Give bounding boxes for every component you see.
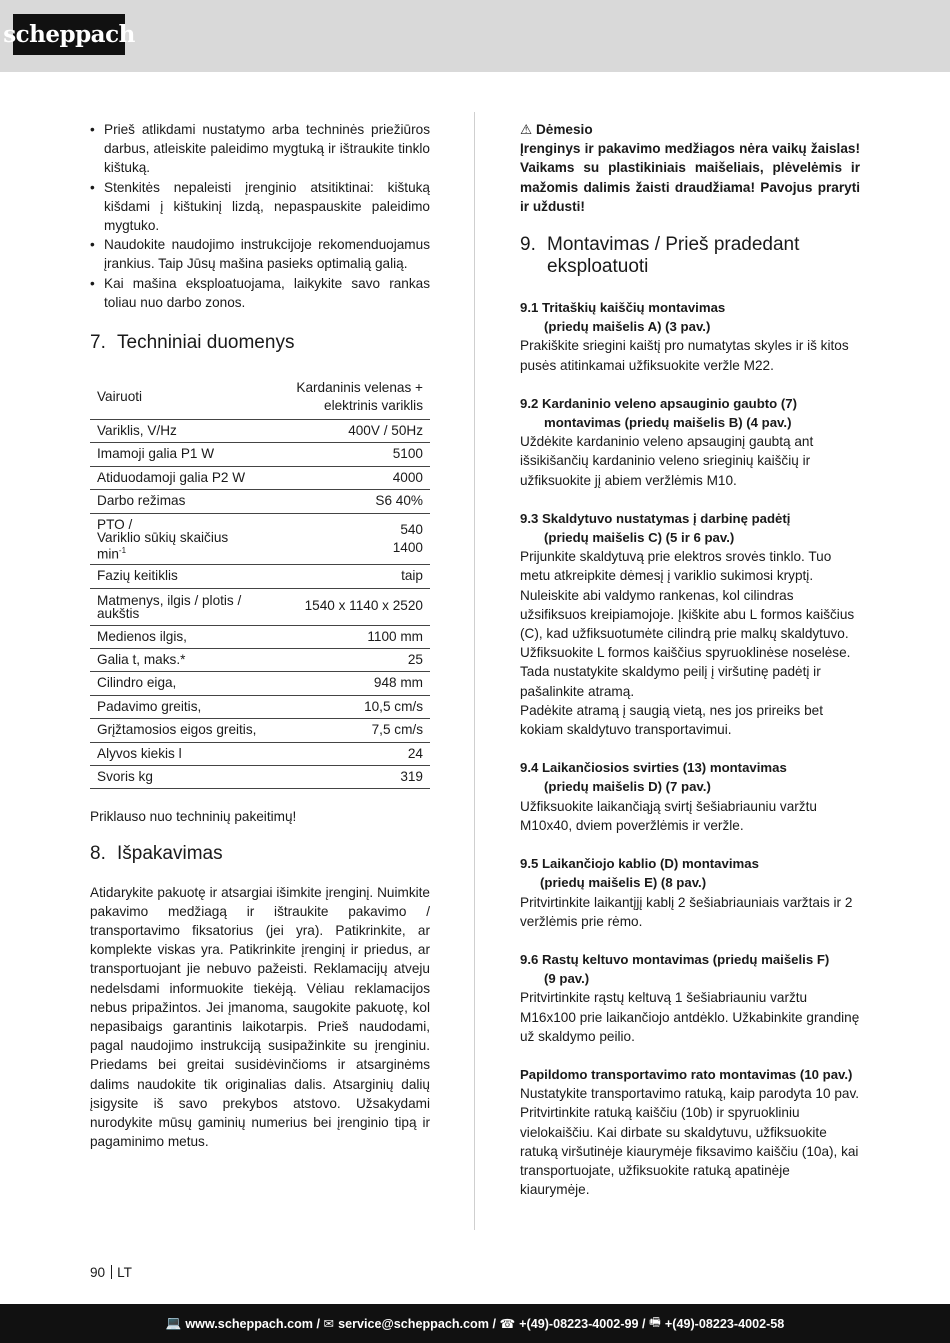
table-key — [90, 588, 278, 625]
table-row — [90, 420, 430, 443]
subsection-text: Užfiksuokite laikančiąją svirtį šešiabriauniu varžtu M10x40, dviem poveržlėmis ir veržle. — [520, 798, 817, 833]
bullet-item: • Naudokite naudojimo instrukcijoje rekomenduojamus įrankius. Taip Jūsų mašina pasieks optimalią galią. — [90, 235, 430, 273]
table-key: Medienos ilgis, — [90, 625, 278, 648]
section-title: Išpakavimas — [117, 842, 223, 864]
subsection-9-1-heading — [520, 298, 860, 336]
footer-email[interactable]: service@scheppach.com / — [338, 1316, 496, 1331]
subsection-9-2-heading — [520, 394, 860, 432]
computer-icon: 💻 — [165, 1316, 182, 1330]
table-key: Vairuoti — [90, 375, 278, 420]
subsection-text: Prakiškite sriegini kaištį pro numatytas skyles ir iš kitos pusės atitinkamai užfiksuokite veržle M22. — [520, 338, 849, 373]
brand-logo: scheppach — [13, 14, 125, 55]
section-9-heading — [520, 234, 860, 278]
footer-fax: +(49)-08223-4002-58 — [664, 1316, 785, 1331]
subsection-text: Uždėkite kardaninio veleno apsauginį gaubtą ant išsikišančių kardaninio veleno srieginių kaiščių ir užfiksuokite jį abiem veržlėmis M10. — [520, 434, 814, 488]
bullet-item: • Stenkitės nepaleisti įrenginio atsitiktinai: kištuką kišdami į kištukinį lizdą, nepaspauskite paleidimo mygtuko. — [90, 178, 430, 236]
page-number-value: 90 — [90, 1265, 106, 1280]
section-number: 8. — [90, 842, 106, 864]
heading-line: (9 pav.) — [544, 971, 590, 987]
key-line: Variklio sūkių skaičius — [97, 529, 229, 545]
section-title: Montavimas / Prieš pradedant — [547, 234, 800, 256]
phone-icon: ☎ — [499, 1317, 516, 1331]
table-value: 1100 mm — [278, 625, 430, 648]
heading-line: (priedų maišelis A) (3 pav.) — [544, 319, 711, 335]
footer-bar — [0, 1304, 950, 1343]
warning-title: Dėmesio — [535, 122, 593, 137]
warning-icon: ⚠ — [520, 122, 533, 137]
heading-line: (priedų maišelis E) (8 pav.) — [540, 875, 707, 891]
fax-icon: 🖷 — [649, 1315, 661, 1329]
left-column — [90, 112, 430, 1151]
table-row — [90, 513, 430, 565]
section-number: 9. — [520, 234, 536, 256]
subsection-text: Pritvirtinkite rąstų keltuvą 1 šešiabriauniu varžtu M16x100 prie laikančiojo antdėklo. Užkabinkite grandinę už skaldymo peilio. — [520, 990, 860, 1044]
subsection-9-3-heading — [520, 509, 860, 547]
table-row — [90, 588, 430, 625]
heading-line: 9.4 Laikančiosios svirties (13) montavimas — [520, 760, 787, 776]
table-row — [90, 466, 430, 489]
table-value: S6 40% — [278, 490, 430, 513]
table-key: Imamoji galia P1 W — [90, 443, 278, 466]
table-key: Atiduodamoji galia P2 W — [90, 466, 278, 489]
heading-line: 9.6 Rastų keltuvo montavimas (priedų maišelis F) — [520, 951, 830, 967]
subsection-9-5-heading — [520, 854, 860, 892]
key-line: PTO / — [97, 516, 133, 532]
table-key: Svoris kg — [90, 766, 278, 789]
footer-website[interactable]: www.scheppach.com / — [185, 1316, 320, 1331]
table-key: Galia t, maks.* — [90, 649, 278, 672]
table-key: Fazių keitiklis — [90, 565, 278, 588]
table-value — [278, 375, 430, 420]
table-value: 319 — [278, 766, 430, 789]
table-key: Variklis, V/Hz — [90, 420, 278, 443]
heading-line: 9.3 Skaldytuvo nustatymas į darbinę padėtį — [520, 510, 791, 526]
table-value: 5100 — [278, 443, 430, 466]
page-number — [90, 1265, 132, 1280]
subsection-transport-wheel-heading: Papildomo transportavimo rato montavimas (10 pav.) — [520, 1066, 853, 1082]
table-value — [278, 513, 430, 565]
value-line: 540 — [400, 521, 423, 537]
table-row — [90, 443, 430, 466]
table-key — [90, 513, 278, 565]
column-divider — [474, 112, 475, 1230]
bullet-item: • Kai mašina eksploatuojama, laikykite savo rankas toliau nuo darbo zonos. — [90, 274, 430, 312]
subsection-text: Prijunkite skaldytuvą prie elektros srovės tinklo. Tuo metu atkreipkite dėmesį į variklio sukimosi kryptį. Nuleiskite abi valdymo rankenas, kol cilindras užsifiksuos kreipiamojoje. Įkiškite abu L formos kaiščius (C), kad užfiksuotumėte cilindrą prie malkų skaldytuvo. Užfiksuokite L formos kaiščius spyruoklinėse noselėse. Tada nustatykite skaldymo peilį į viršutinę padėtį ir pašalinkite atramą. — [520, 549, 855, 699]
table-value: 10,5 cm/s — [278, 695, 430, 718]
mail-icon: ✉ — [323, 1317, 335, 1331]
table-row — [90, 375, 430, 420]
table-value: 400V / 50Hz — [278, 420, 430, 443]
warning-heading — [520, 120, 860, 139]
subsection-9-6-heading — [520, 950, 860, 988]
heading-line: 9.1 Tritaškių kaiščių montavimas — [520, 300, 726, 316]
table-value: 4000 — [278, 466, 430, 489]
footer-phone: +(49)-08223-4002-99 / — [519, 1316, 646, 1331]
unpacking-text: Atidarykite pakuotę ir atsargiai išimkite įrenginį. Nuimkite pakavimo medžiagą ir ištraukite pakavimo / transportavimo fiksatorius (jei yra). Patikrinkite, ar komplekte viskas yra. Patikrinkite įrenginį ir priedus, ar transportuojant jie nebuvo pažeisti. Reklamacijų atveju nedelsdami informuokite tiekėją. Vėliau reklamacijos nebus pripažintos. Jei įmanoma, saugokite pakuotę, kol nepasibaigs garantinis laikotarpis. Prieš naudodami, pagal naudojimo instrukciją susipažinkite su įrenginiu. Priedams bei greitai susidėvinčioms ir atsarginėms dalims naudokite tik originalias dalis. Atsarginių dalių įsigysite iš savo prekybos atstovo. Užsakydami nurodykite mūsų gaminių numerius bei įrenginio tipą ir pagaminimo metus. — [90, 884, 430, 1150]
subsection-text: Padėkite atramą į saugią vietą, nes jos prireiks bet kokiam skaldytuvo transportavimui. — [520, 702, 823, 738]
table-key: Darbo režimas — [90, 490, 278, 513]
bullet-item: • Prieš atlikdami nustatymo arba techninės priežiūros darbus, atleiskite paleidimo mygtuką ir ištraukite tinklo kištuką. — [90, 120, 430, 178]
subsection-9-4-heading — [520, 758, 860, 796]
section-8-heading — [90, 843, 430, 865]
subsection-text: Nustatykite transportavimo ratuką, kaip parodyta 10 pav. Pritvirtinkite ratuką kaiščiu (10b) ir spyruokliniu vielokaiščiu. Kai dirbate su skaldytuvu, užfiksuokite ratuką viršutinėje kiaurymėje fiksavimo kaiščiu (10a), kai transportuojate, užfiksuokite ratuką apatinėje kiaurymėje. — [520, 1086, 860, 1198]
table-key: Padavimo greitis, — [90, 695, 278, 718]
table-value: 7,5 cm/s — [278, 719, 430, 742]
table-row — [90, 565, 430, 588]
table-value: 25 — [278, 649, 430, 672]
heading-line: (priedų maišelis C) (5 ir 6 pav.) — [544, 530, 735, 546]
table-key: Alyvos kiekis l — [90, 742, 278, 765]
table-row — [90, 695, 430, 718]
table-value: 1540 x 1140 x 2520 — [278, 588, 430, 625]
page-number-separator — [111, 1265, 112, 1279]
table-key: Grįžtamosios eigos greitis, — [90, 719, 278, 742]
value-line: elektrinis variklis — [324, 398, 423, 414]
table-key: Cilindro eiga, — [90, 672, 278, 695]
technical-data-table — [90, 375, 430, 789]
section-7-heading — [90, 332, 430, 354]
header-bar — [0, 0, 950, 72]
table-row — [90, 672, 430, 695]
section-title: Techniniai duomenys — [117, 332, 295, 354]
unit-text: min — [97, 546, 119, 562]
table-value: 24 — [278, 742, 430, 765]
section-number: 7. — [90, 332, 106, 354]
language-code: LT — [117, 1265, 132, 1280]
table-row — [90, 719, 430, 742]
key-line: Matmenys, ilgis / plotis / — [97, 592, 242, 608]
table-value: 948 mm — [278, 672, 430, 695]
value-line: Kardaninis velenas + — [296, 379, 423, 395]
unit-superscript: -1 — [118, 545, 127, 555]
table-value: taip — [278, 565, 430, 588]
value-line: 1400 — [392, 539, 423, 555]
warning-text: Įrenginys ir pakavimo medžiagos nėra vaikų žaislas! Vaikams su plastikiniais maišeliais, plėvelėmis ir mažomis dalimis žaisti draudžiama! Pavojus praryti ir uždusti! — [520, 141, 860, 214]
heading-line: 9.5 Laikančiojo kablio (D) montavimas — [520, 856, 759, 872]
table-row — [90, 766, 430, 789]
key-line: aukštis — [97, 605, 140, 621]
heading-line: montavimas (priedų maišelis B) (4 pav.) — [544, 415, 792, 431]
table-row — [90, 742, 430, 765]
safety-bullet-list — [90, 120, 430, 312]
key-line — [97, 544, 271, 561]
technical-note: Priklauso nuo techninių pakeitimų! — [90, 809, 297, 825]
heading-line: (priedų maišelis D) (7 pav.) — [544, 779, 711, 795]
heading-line: 9.2 Kardaninio veleno apsauginio gaubto (7) — [520, 395, 797, 411]
section-title-line-2: eksploatuoti — [547, 256, 649, 278]
right-column — [520, 112, 860, 1199]
table-row — [90, 490, 430, 513]
subsection-text: Pritvirtinkite laikantįjį kablį 2 šešiabriauniais varžtais ir 2 veržlėmis prie rėmo. — [520, 894, 853, 929]
table-row — [90, 625, 430, 648]
table-row — [90, 649, 430, 672]
